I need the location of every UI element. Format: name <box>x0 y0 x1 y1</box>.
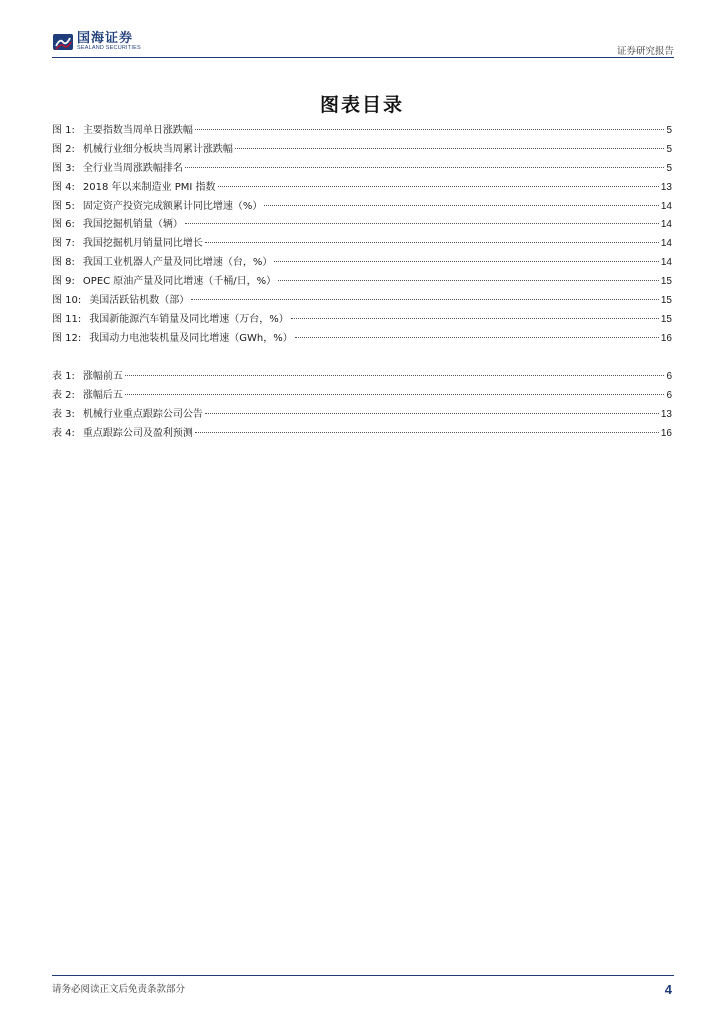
company-logo <box>52 32 141 52</box>
entry-number: 图 9: <box>52 276 75 288</box>
figure-toc-entry[interactable] <box>52 254 672 273</box>
entry-number: 表 2: <box>52 389 75 401</box>
entry-number: 表 4: <box>52 427 75 439</box>
table-toc-entry[interactable] <box>52 368 672 387</box>
entry-number: 图 3: <box>52 162 75 174</box>
dot-leader <box>205 413 659 414</box>
entry-page-number: 13 <box>660 181 672 193</box>
header-divider <box>52 57 674 58</box>
footer-divider <box>52 975 674 976</box>
entry-page-number: 15 <box>660 313 672 325</box>
entry-title: 主要指数当周单日涨跌幅 <box>82 125 193 136</box>
figure-toc-entry[interactable] <box>52 292 672 311</box>
entry-title: 全行业当周涨跌幅排名 <box>82 162 183 174</box>
figure-toc-entry[interactable] <box>52 311 672 330</box>
dot-leader <box>185 167 665 168</box>
entry-number: 图 11: <box>52 313 82 325</box>
entry-title: 2018 年以来制造业 PMI 指数 <box>82 181 216 193</box>
figure-toc-entry[interactable] <box>52 141 672 160</box>
dot-leader <box>125 375 665 376</box>
figure-toc-entry[interactable] <box>52 122 672 141</box>
dot-leader <box>218 186 659 187</box>
dot-leader <box>295 337 659 338</box>
table-toc-entry[interactable] <box>52 406 672 425</box>
entry-title: 我国动力电池装机量及同比增速（GWh，%） <box>89 332 293 344</box>
entry-page-number: 5 <box>666 125 672 136</box>
entry-number: 图 6: <box>52 219 75 231</box>
entry-title: 涨幅后五 <box>82 389 123 401</box>
dot-leader <box>195 129 665 130</box>
entry-number: 图 2: <box>52 143 75 155</box>
figure-toc-entry[interactable] <box>52 160 672 179</box>
entry-page-number: 14 <box>660 238 672 250</box>
entry-page-number: 6 <box>666 389 672 401</box>
dot-leader <box>191 299 659 300</box>
entry-title: 我国工业机器人产量及同比增速（台，%） <box>82 257 273 269</box>
sealand-logo-icon <box>52 32 74 52</box>
figure-toc-entry[interactable] <box>52 273 672 292</box>
entry-title: 我国挖掘机销量（辆） <box>82 219 183 231</box>
entry-number: 图 5: <box>52 200 75 212</box>
entry-page-number: 5 <box>666 143 672 155</box>
figure-list <box>52 122 672 349</box>
entry-page-number: 14 <box>660 200 672 212</box>
entry-page-number: 14 <box>660 257 672 269</box>
entry-title: 涨幅前五 <box>82 371 123 382</box>
table-toc-entry[interactable] <box>52 425 672 444</box>
entry-number: 图 10: <box>52 295 82 307</box>
figure-toc-entry[interactable] <box>52 330 672 349</box>
dot-leader <box>235 148 665 149</box>
report-type-label: 证券研究报告 <box>616 46 674 57</box>
entry-title: 美国活跃钻机数（部） <box>89 295 190 307</box>
dot-leader <box>195 432 659 433</box>
entry-page-number: 14 <box>660 219 672 231</box>
entry-page-number: 16 <box>660 332 672 344</box>
entry-page-number: 15 <box>660 276 672 288</box>
dot-leader <box>291 318 659 319</box>
page-header <box>52 30 674 58</box>
logo-chinese-name: 国海证券 <box>77 31 134 47</box>
table-toc-entry[interactable] <box>52 387 672 406</box>
dot-leader <box>205 242 659 243</box>
entry-number: 表 3: <box>52 408 75 420</box>
figure-toc-entry[interactable] <box>52 216 672 235</box>
page-number: 4 <box>664 982 672 997</box>
entry-number: 图 8: <box>52 257 75 269</box>
entry-number: 图 1: <box>52 125 75 136</box>
dot-leader <box>185 223 659 224</box>
figure-toc-entry[interactable] <box>52 235 672 254</box>
entry-page-number: 5 <box>666 162 672 174</box>
entry-number: 图 12: <box>52 332 82 344</box>
page-title: 图表目录 <box>319 94 404 116</box>
entry-title: 固定资产投资完成额累计同比增速（%） <box>82 200 263 212</box>
entry-number: 表 1: <box>52 371 75 382</box>
entry-title: 我国挖掘机月销量同比增长 <box>82 238 203 250</box>
entry-title: 机械行业细分板块当周累计涨跌幅 <box>82 143 233 155</box>
entry-page-number: 13 <box>660 408 672 420</box>
entry-number: 图 4: <box>52 181 75 193</box>
entry-page-number: 6 <box>666 371 672 382</box>
dot-leader <box>278 280 659 281</box>
entry-title: OPEC 原油产量及同比增速（千桶/日，%） <box>82 276 277 288</box>
table-list <box>52 368 672 444</box>
entry-number: 图 7: <box>52 238 75 250</box>
dot-leader <box>264 205 658 206</box>
disclaimer-note: 请务必阅读正文后免责条款部分 <box>52 984 186 995</box>
logo-english-name: SEALAND SECURITIES <box>77 45 141 52</box>
dot-leader <box>274 261 658 262</box>
figure-toc-entry[interactable] <box>52 198 672 217</box>
entry-title: 重点跟踪公司及盈利预测 <box>82 427 193 439</box>
dot-leader <box>125 394 665 395</box>
entry-title: 机械行业重点跟踪公司公告 <box>82 408 203 420</box>
entry-page-number: 15 <box>660 295 672 307</box>
figure-toc-entry[interactable] <box>52 179 672 198</box>
entry-title: 我国新能源汽车销量及同比增速（万台，%） <box>89 313 289 325</box>
entry-page-number: 16 <box>660 427 672 439</box>
